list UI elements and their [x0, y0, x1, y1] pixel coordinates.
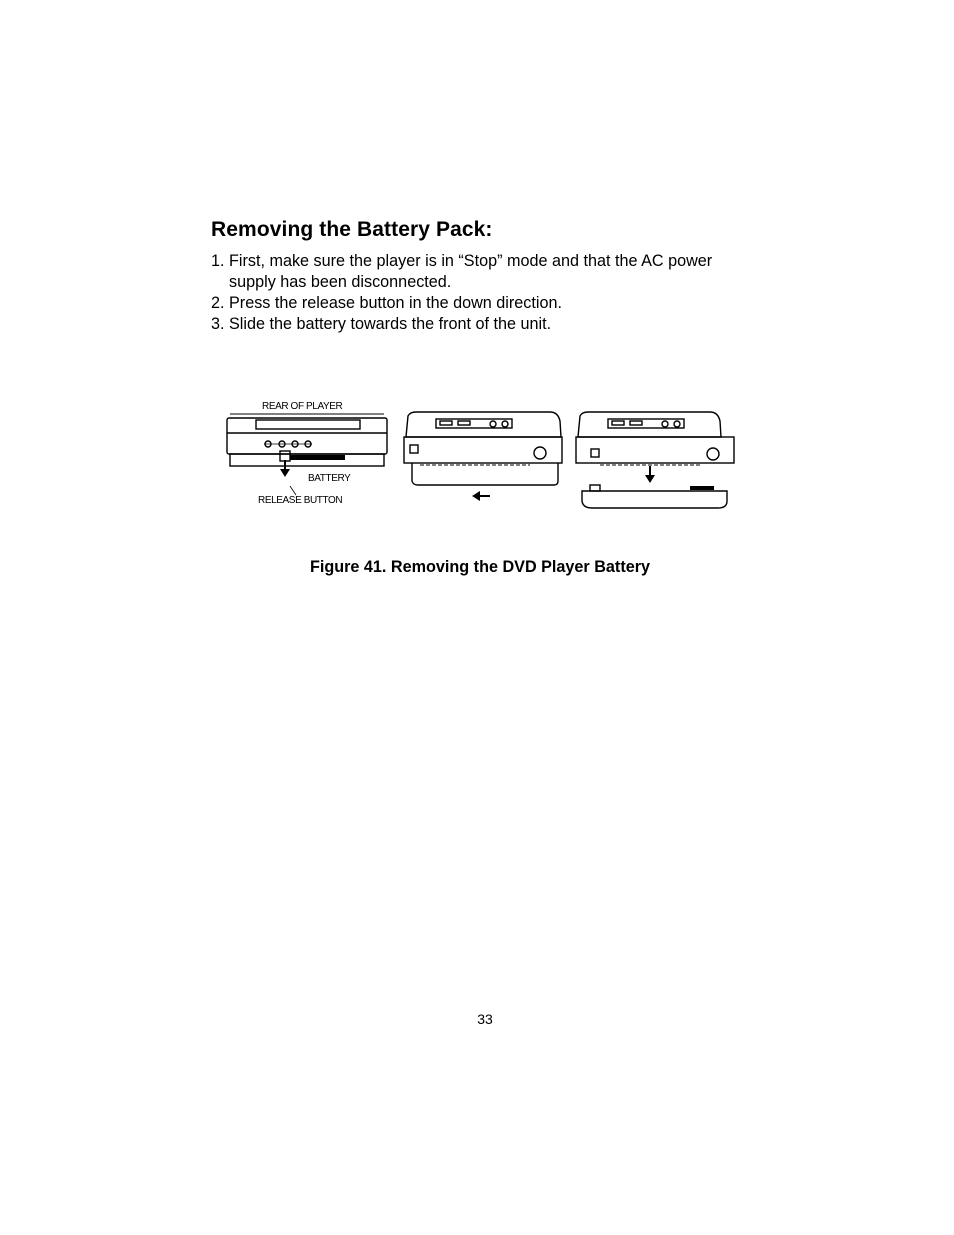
step-text: First, make sure the player is in “Stop” mode and that the AC power: [229, 252, 713, 270]
page-number: [0, 1011, 954, 1027]
release-button-label: RELEASE BUTTON: [258, 495, 343, 506]
battery-removal-figure: [220, 393, 740, 518]
step-number: 2.: [211, 294, 225, 312]
rear-view-drawing: [227, 401, 387, 506]
figure-caption: [0, 558, 954, 577]
battery-removal-illustration: [220, 393, 740, 518]
rear-of-player-label: REAR OF PLAYER: [262, 401, 343, 412]
step-number: 1.: [211, 252, 225, 270]
step-text: Slide the battery towards the front of the unit.: [224, 315, 552, 333]
battery-label: BATTERY: [308, 473, 351, 484]
step-item-1: [211, 251, 771, 293]
instruction-steps: [211, 251, 771, 335]
step-text-continuation: supply has been disconnected.: [229, 273, 452, 291]
step-number: 3.: [211, 315, 225, 333]
page-number-text: 33: [477, 1011, 493, 1027]
slide-view-drawing: [404, 412, 562, 501]
section-title: Removing the Battery Pack:: [211, 218, 493, 241]
remove-view-drawing: [576, 412, 734, 508]
step-text: Press the release button in the down direction.: [224, 294, 562, 312]
figure-caption-text: Figure 41. Removing the DVD Player Battery: [309, 558, 651, 576]
step-item-3: [211, 314, 771, 335]
step-item-2: [211, 293, 771, 314]
